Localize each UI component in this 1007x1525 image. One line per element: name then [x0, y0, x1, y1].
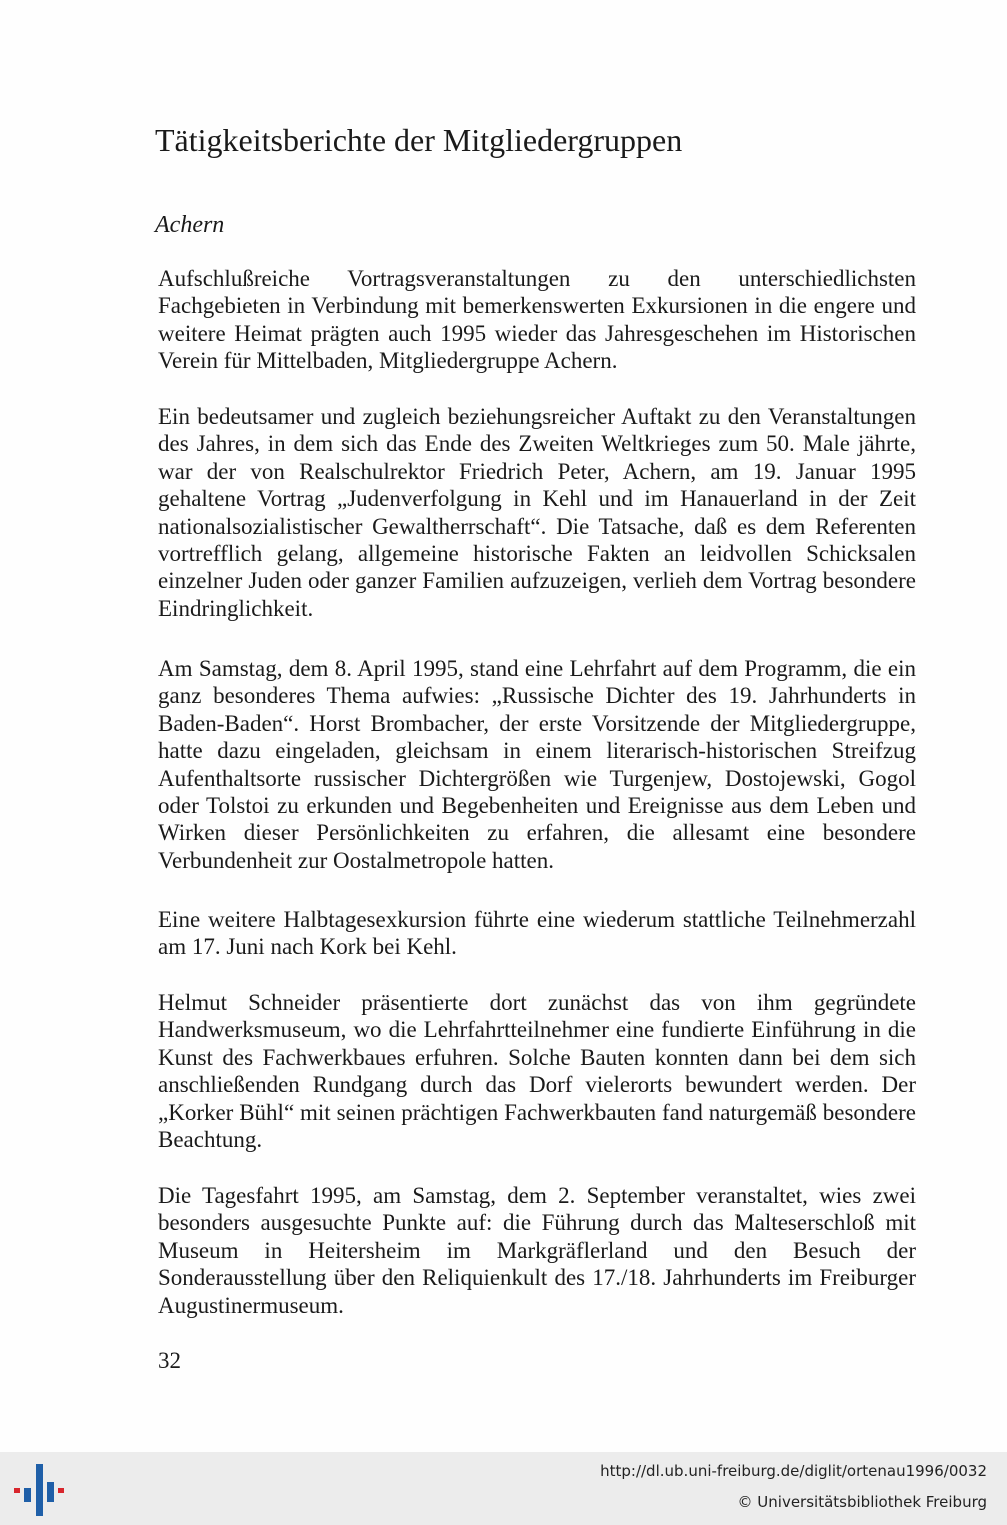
footer-bar — [0, 1452, 1007, 1525]
ub-freiburg-logo-icon[interactable] — [12, 1462, 66, 1518]
section-heading: Achern — [155, 212, 225, 238]
document-url-link[interactable]: http://dl.ub.uni-freiburg.de/diglit/ortenau1996/0032 — [600, 1462, 987, 1480]
paragraph-2: Ein bedeutsamer und zugleich beziehungsreicher Auftakt zu den Veranstaltungen des Jahres, in dem sich das Ende des Zweiten Weltkrieges zum 50. Male jährte, war der von Realschulrektor Friedrich Peter, Achern, am 19. Januar 1995 gehaltene Vortrag „Judenverfolgung in Kehl und im Hanauerland in der Zeit nationalsozialistischer Gewaltherrschaft“. Die Tatsache, daß es dem Referenten vortrefflich gelang, allgemeine historische Fakten an leidvollen Schicksalen einzelner Juden oder ganzer Familien aufzuzeigen, verlieh dem Vortrag besondere Eindringlichkeit. — [158, 404, 916, 621]
paragraph-6: Die Tagesfahrt 1995, am Samstag, dem 2. September veranstaltet, wies zwei besonders ausgesuchte Punkte auf: die Führung durch das Malteserschloß mit Museum in Heitersheim im Markgräflerland und den Besuch der Sonderausstellung über den Reliquienkult des 17./18. Jahrhunderts im Freiburger Augustinermuseum. — [158, 1183, 916, 1318]
paragraph-5: Helmut Schneider präsentierte dort zunächst das von ihm gegründete Handwerksmuseum, wo die Lehrfahrtteilnehmer eine fundierte Einführung in die Kunst des Fachwerkbaues erfuhren. Solche Bauten konnten dann bei dem sich anschließenden Rundgang durch das Dorf vielerorts bewundert werden. Der „Korker Bühl“ mit seinen prächtigen Fachwerkbauten fand naturgemäß besondere Beachtung. — [158, 990, 916, 1153]
page-title: Tätigkeitsberichte der Mitgliedergruppen — [155, 122, 683, 158]
copyright-notice: © Universitätsbibliothek Freiburg — [737, 1493, 987, 1511]
page-number: 32 — [158, 1348, 181, 1373]
paragraph-3: Am Samstag, dem 8. April 1995, stand eine Lehrfahrt auf dem Programm, die ein ganz besonderes Thema aufwies: „Russische Dichter des 19. Jahrhunderts in Baden-Baden“. Horst Brombacher, der erste Vorsitzende der Mitgliedergruppe, hatte dazu eingeladen, gleichsam in einem literarisch-historischen Streifzug Aufenthaltsorte russischer Dichtergrößen wie Turgenjew, Dostojewski, Gogol oder Tolstoi zu erkunden und Begebenheiten und Ereignisse aus dem Leben und Wirken dieser Persönlichkeiten zu erfahren, die allesamt eine besondere Verbundenheit zur Oostalmetropole hatten. — [158, 656, 916, 873]
paragraph-1: Aufschlußreiche Vortragsveranstaltungen zu den unterschiedlichsten Fachgebieten in Verbindung mit bemerkenswerten Exkursionen in die engere und weitere Heimat prägten auch 1995 wieder das Jahresgeschehen im Historischen Verein für Mittelbaden, Mitgliedergruppe Achern. — [158, 266, 916, 374]
paragraph-4: Eine weitere Halbtagesexkursion führte eine wiederum stattliche Teilnehmerzahl am 17. Juni nach Kork bei Kehl. — [158, 907, 916, 960]
